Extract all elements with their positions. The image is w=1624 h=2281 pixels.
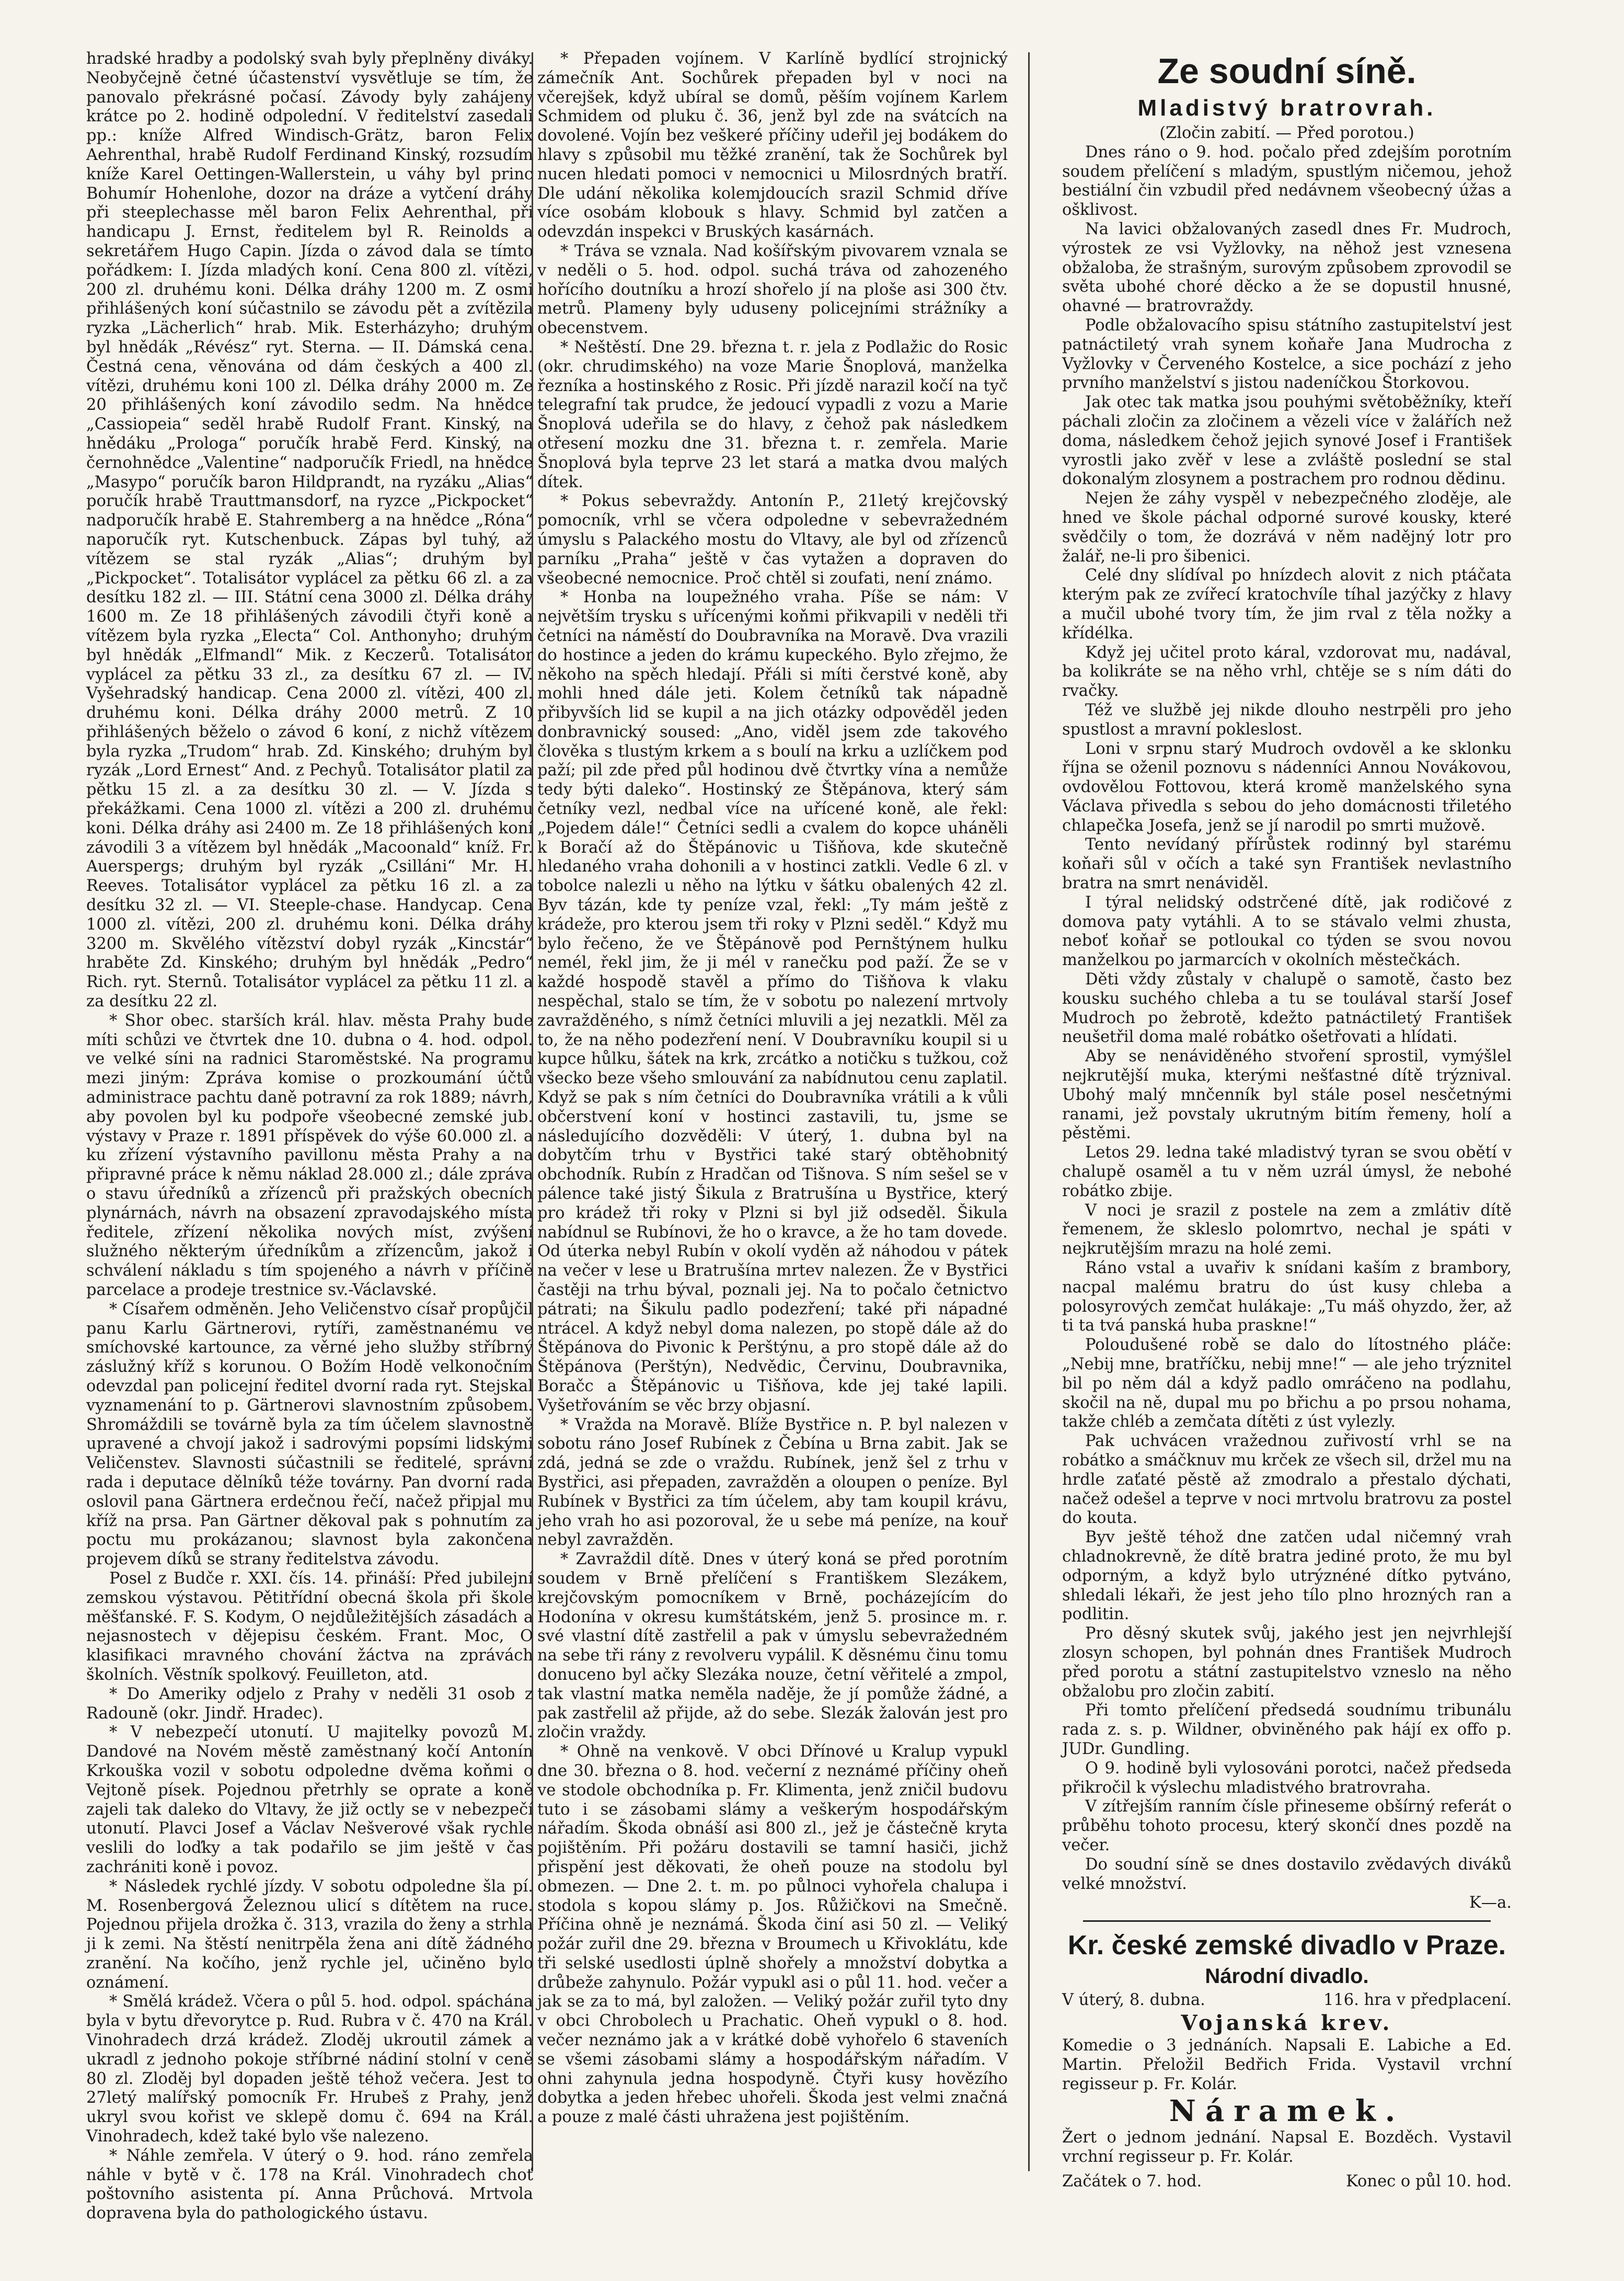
article-to-america: * Do Ameriky odjelo z Prahy v neděli 31 osob z Radouně (okr. Jindř. Hradec). [86, 1684, 533, 1723]
article-country-fires: * Ohně na venkově. V obci Dřínové u Kralup vypukl dne 30. března o 8. hod. večerní z neznámé příčiny oheň ve stodole obchodníka p. Fr. Klimenta, jenž zničil budovu tuto i se zásobami slámy a veškerým hospodářským nářadím. Škoda obnáší asi 800 zl., jež je částečně kryta pojištěním. Při požáru dostavili se tamní hasiči, jichž přispění jest děkovati, že oheň pouze na stodolu byl obmezen. — Dne 2. t. m. po půlnoci vyhořela chalupa i stodola s kopou slámy p. Jos. Růžičkovi na Smečně. Příčina ohně je neznámá. Škoda činí asi 50 zl. — Veliký požár zuřil dne 29. března v Broumech u Křivoklátu, kde tři selské usedlosti úplně shořely a množství dobytka a drůbeže zahynulo. Požár vypukl asi o půl 11. hod. večer a jak se za to má, byl založen. — Veliký požár zuřil tyto dny v obci Chrobolech u Prachatic. Oheň vypukl o 8. hod. večer neznámo jak a v krátké době vyhořelo 6 staveních se všemi zásobami slámy a hospodářským nářadím. V ohni zahynula jedna hospodyně. Čtyři kusy hovězího dobytka a jeden hřebec uhořeli. Škoda jest velmi značná a pouze z malé části uhražena jest pojištěním. [537, 1743, 1008, 2127]
play-title: Vojanská krev. [1181, 2010, 1393, 2035]
column-divider [1028, 52, 1030, 2171]
performance-date: V úterý, 8. dubna. [1062, 1991, 1205, 2010]
court-section-title: Ze soudní síně. [1157, 51, 1416, 91]
paragraph: Loni v srpnu starý Mudroch ovdověl a ke sklonku října se oženil poznovu s nádenníci Annou Novákovou, ovdovělou Fottovou, která kromě manželského syna Václava přivedla s sebou do jeho domácnosti třiletého chlapečka Josefa, jenž se jí narodil po smrti mužově. [1062, 739, 1512, 835]
article-soldier-attack: * Přepaden vojínem. V Karlíně bydlící strojnický zámečník Ant. Sochůrek přepaden byl v noci na včerejšek, když ubíral se domů, pěším vojínem Karlem Schmidem od pluku č. 36, jenž byl zde na svátcích na dovolené. Vojín bez veškeré příčiny udeřil jej bodákem do hlavy s způsobil mu těžké zranění, tak že Sochůrek byl nucen hledati pomoci v nemocnici u Milosrdných bratří. Dle udání několika kolemjdoucích srazil Schmid dříve více osobám klobouk s hlavy. Schmid byl zatčen a odevzdán inspekci v Bruských kasárnách. [537, 50, 1008, 242]
theatre-title: Kr. české zemské divadlo v Praze. [1067, 1930, 1506, 1961]
paragraph: Celé dny slídíval po hnízdech alovit z nich ptáčata kterým pak ze zvířecí kratochvíle tíhal jazýčky z hlavy a mučil ubohé tvory tím, že jim rval z těla nožky a křídélka. [1062, 566, 1512, 643]
article-murderer-hunt: * Honba na loupežného vraha. Píše se nám: V největším trysku s uřícenými koňmi přikvapili v neděli tři četníci na náměstí do Doubravníka na Moravě. Dva vrazili do hostince a jeden do krámu kupeckého. Bylo zřejmo, že někoho na spěch hledají. Přáli si míti čerstvé koně, aby mohli hned dále jeti. Kolem četníků tak nápadně přibyvších lid se kupil a na jich otázky odpověděl jeden donbravnický soused: „Ano, viděl jsem zde takového člověka s tlustým krkem a s boulí na krku a uzlíčkem pod paží; pil zde před půl hodinou dvě čtvrtky vína a nemůže tedy býti daleko“. Hostinský ze Štěpánova, který sám četníky vezl, nedbal více na uřícené koně, ale řekl: „Pojedem dále!“ Četníci sedli a cvalem do kopce uháněli k Boračí až do Štěpánovic u Tišňova, kde skutečně hledaného vraha dohonili a v hostinci zatkli. Vedle 6 zl. v tobolce nalezli u něho na lýtku v šátku obalených 42 zl. Byv tázán, kde ty peníze vzal, řekl: „Ty mám ještě z krádeže, pro kterou jsem tři roky v Plzni seděl.“ Když mu bylo řečeno, že ve Štěpánově pod Pernštýnem hulku nemél, řekl jim, že ji mél v ranečku pod paží. Že se v každé hospodě stavěl a přímo do Tišňova k vlaku nespěchal, stalo se tím, že v sobotu po nalezení mrtvoly zavražděného, s nímž četníci mluvili a jej nezatkli. Měl za to, že na něho podezření není. V Doubravníku koupil si u kupce hůlku, šátek na krk, zrcátko a notičku s tužkou, což všecko beze všeho smlouvání za nabídnutou cenu zaplatil. Když se pak s ním četníci do Doubravníka vrátili a k vůli občerstvení koní v hostinci zastavili, tu, jsme se následujícího dozvěděli: V úterý, 1. dubna byl na dobytčím trhu v Bystřici také starý obtěhobnitý obchodník. Rubín z Hradčan od Tišnova. S ním sešel se v pálence také jistý Šikula z Bratrušína u Bystřice, který pro krádež tři roky v Plzni si byl již odseděl. Šikula nabídnul se Rubínovi, že ho o kravce, a že ho tam dovede. Od úterka nebyl Rubín v okolí vyděn až náhodou v pátek na večer v lese u Bratrušína mrtev nalezen. Že v Bystřici častěji na trhu býval, poznali jej. Na to počalo četnictvo pátrati; na Šikulu padlo podezření; také při nápadné ntrácel. A když nebyl doma nalezen, po stopě dále až do Štěpánova do Pivonic k Perštýnu, a pro stopě dále až do Štěpánova (Perštýn), Nedvědic, Červinu, Doubravnika, Boračc a Štěpánovic u Tišňova, kde jej také lapili. Vyšetřováním se věc brzy objasní. [537, 588, 1008, 1415]
middle-column [537, 50, 1008, 2171]
paragraph: Nejen že záhy vyspěl v nebezpečného zloděje, ale hned ve škole páchal odporné surové kousky, které svědčily o tom, že dozrává v něm nadějný lotr pro žalář, ne-li pro šibenici. [1062, 489, 1512, 566]
court-article-note: (Zločin zabití. — Před porotou.) [1159, 124, 1414, 142]
paragraph: Na lavici obžalovaných zasedl dnes Fr. Mudroch, výrostek ze vsi Vyžlovky, na něhož jest vznesena obžaloba, že strašným, surovým způsobem zprovodil se světa ubohé choré děcko a že se dopustil hnusné, ohavné — bratrovraždy. [1062, 220, 1512, 316]
article-drowning-danger: * V nebezpečí utonutí. U majitelky povozů M. Dandové na Novém městě zaměstnaný kočí Antonín Krkouška vozil v sobotu odpoledne dvěma koňmi o Vejtoně písek. Pojednou přetrhly se oprate a koně zajeli tak daleko do Vltavy, že již octly se v nebezpečí utonutí. Plavci Josef a Václav Nešverové však rychle veslili do loďky a tak podařilo se jim ještě v čas zachrániti koně i povoz. [86, 1723, 533, 1876]
theatre-subtitle: Národní divadlo. [1205, 1965, 1369, 1988]
paragraph: Děti vždy zůstaly v chalupě o samotě, často bez kousku suchého chleba a tu se toulával starší Josef Mudroch po žebrotě, kdežto patnáctiletý František neušetřil doma malé robátko ošetřovati a hlídati. [1062, 970, 1512, 1047]
article-child-murder: * Zavraždil dítě. Dnes v úterý koná se před porotním soudem v Brně přelíčení s Františkem Slezákem, krejčovským pomocníkem v Brně, pocházejícím do Hodonína v okresu kumštátském, jenž 5. prosince m. r. své vlastní dítě zastřelil a pak v úmyslu sebevražedném na sebe tři rány z revolveru vypálil. K děsnému činu tomu donuceno byl ačky Slezáka nouze, četní věřitelé a zmpol, tak vlastní matka neměla naděje, že jí pomůže žádné, a pak zastřelil až přijde, až do sebe. Slezák žalován jest pro zločin vraždy. [537, 1550, 1008, 1742]
article-bold-theft: * Smělá krádež. Včera o půl 5. hod. odpol. spáchána byla v bytu dřevorytce p. Rud. Rubra v č. 470 na Král. Vinohradech drzá krádež. Zloděj ukroutil zámek a ukradl z jednoho pokoje stříbrné nádiní stolní v ceně 80 zl. Zloděj byl dopaden ještě téhož večera. Jest to 27letý malířský pomocník Fr. Hrubeš z Prahy, jenž ukryl svou kořist ve sklepě domu č. 694 na Král. Vinohradech, kdež také bylo vše nalezeno. [86, 1992, 533, 2146]
paragraph: V noci je srazil z postele na zem a zmlátiv dítě řemenem, že skleslo polomrtvo, nechal je spáti v nejkrutějším mrazu na holé zemi. [1062, 1201, 1512, 1258]
play-description: Žert o jednom jednání. Napsal E. Bozděch. Vystavil vrchní regisseur p. Fr. Kolár. [1062, 2128, 1512, 2167]
paragraph: Pak uchvácen vražednou zuřivostí vrhl se na robátko a smáčknuv mu krček ze všech sil, držel mu na hrdle zaťaté pěstě až zmodralo a přestalo dýchati, načež odešel a teprve v noci mrtvolu bratrovu za postel do kouta. [1062, 1432, 1512, 1528]
paragraph: Podle obžalovacího spisu státního zastupitelství jest patnáctiletý vrah synem koňaře Jana Mudrocha z Vyžlovky v Červeného Kostelce, a sice pochází z jeho prvního manželství s jistou nadeníčkou Štorkovou. [1062, 316, 1512, 393]
paragraph: Byv ještě téhož dne zatčen udal ničemný vrah chladnokrevně, že dítě bratra jediné proto, že mu byl odporným, a když bylo utrýznéné dítko pytváno, shledali lékaři, že jest jeho tílo plno hrozných ran a podlitin. [1062, 1528, 1512, 1624]
article-posel-z-budce: Posel z Budče r. XXI. čís. 14. přináší: Před jubilejní zemskou výstavou. Pětitřídní obecná škola při škole měšťanské. F. S. Kodym, O nejdůležitějších zásadách a nejasnostech v dějepisu českém. Frant. Moc, O klasifikaci mravného chování žáctva na zprávách školních. Věstník spolkový. Feuilleton, atd. [86, 1569, 533, 1684]
paragraph: Dnes ráno o 9. hod. počalo před zdejším porotním soudem přelíčení s mladým, spustlým ničemou, jehož bestiální čin vzbudil před nedávnem všeobecný úžas a ošklivost. [1062, 143, 1512, 220]
paragraph: Poloudušené robě se dalo do lítostného pláče: „Nebij mne, bratříčku, nebij mne!“ — ale jeho trýznitel bil po něm dál a když padlo omráčeno na podlahu, skočil na ně, dupal mu po břichu a po prsou nohama, takže chléb a zemčata dítěti z úst vylezly. [1062, 1336, 1512, 1431]
left-column [86, 50, 533, 2223]
paragraph: Aby se nenáviděného stvoření sprostil, vymýšlel nejkrutější muka, kterými nešťastné dítě trýznival. Ubohý malý mnčenník byl stále posel nesčetnými ranami, jež povstaly ukrutným bitím řemeny, holí a pěstěmi. [1062, 1047, 1512, 1143]
article-horse-races-cont: hradské hradby a podolský svah byly přeplněny diváky. Neobyčejně četné účastenství vysvětluje se tím, že panovalo překrásné počasí. Závody byly zahájeny krátce po 2. hodině odpolední. V ředitelství zasedali pp.: kníže Alfred Windisch-Grätz, baron Felix Aehrenthal, hrabě Rudolf Ferdinand Kinský, rozsudím kníže Karel Oettingen-Wallerstein, u váhy byl princ Bohumír Hohenlohe, dozor na dráze a vytčení dráhy při steeplechasse měl baron Felix Aehrenthal, při handicapu J. Ernst, ředitelem byl R. Reinolds a sekretářem Hugo Capin. Jízda o závod dala se tímto pořádkem: I. Jízda mladých koní. Cena 800 zl. vítězi, 200 zl. druhému koni. Délka dráhy 1200 m. Z osmi přihlášených koní súčastnilo se závodu pět a zvítězila ryzka „Lächerlich“ hrab. Mik. Esterházyho; druhým byl hnědák „Révész“ ryt. Sterna. — II. Dámská cena. Čestná cena, věnována od dám českých a 400 zl. vítězi, druhému koni 100 zl. Délka dráhy 2000 m. Ze 20 přihlášených koní závodilo sedm. Na hnědce „Cassiopeia“ seděl hrabě Rudolf Frant. Kinský, na hnědáku „Prologa“ poručík hrabě Ferd. Kinský, na černohnědce „Valentine“ nadporučík Friedl, na hnědce „Masypo“ poručík baron Hildprandt, na ryzáku „Alias“ poručík hrabě Trauttmansdorf, na ryzce „Pickpocket“ nadporučík hrabě E. Stahremberg a na hnědce „Róna“ naporučík ryt. Kutschenbuck. Zápas byl tuhý, až vítězem se stal ryzák „Alias“; druhým byl „Pickpocket“. Totalisátor vyplácel za pětku 66 zl. a za desítku 182 zl. — III. Státní cena 3000 zl. Délka dráhy 1600 m. Ze 18 přihlášených závodili čtyři koně a vítězem byla ryzka „Electa“ Col. Anthonyho; druhým byl hnědák „Elfmandl“ Mik. z Keczerů. Totalisátor vyplácel za pětku 33 zl., za desítku 67 zl. — IV. Vyšehradský handicap. Cena 2000 zl. vítězi, 400 zl. druhému koni. Délka dráhy 2000 metrů. Z 10 přihlášených běželo o závod 6 koní, z nichž vítězem byla ryzka „Trudom“ hrab. Zd. Kinského; druhým byl ryzák „Lord Ernest“ And. z Pechyů. Totalisátor platil za pětku 15 zl. a za desítku 30 zl. — V. Jízda s překážkami. Cena 1000 zl. vítězi a 200 zl. druhému koni. Délka dráhy asi 2400 m. Ze 18 přihlášených koní závodili 3 a vítězem byl hnědák „Macoonald“ kníž. Fr. Auerspergs; druhým byl ryzák „Csilláni“ Mr. H. Reeves. Totalisátor vyplácel za pětku 16 zl. a za desítku 32 zl. — VI. Steeple-chase. Handycap. Cena 1000 zl. vítězi, 200 zl. druhému koni. Délka dráhy 3200 m. Skvělého vítězství dobyl ryzák „Kincstár“ hraběte Zd. Kinského; druhým byl hnědák „Pedro“ Rich. ryt. Sternů. Totalisátor vyplácel za pětku 11 zl. a za desítku 22 zl. [86, 50, 533, 1011]
court-article-body [1062, 143, 1512, 1913]
start-time: Začátek o 7. hod. [1062, 2172, 1202, 2191]
paragraph: Letos 29. ledna také mladistvý tyran se svou obětí v chalupě osaměl a tu v něm uzrál úmysl, že nebohé robátko zbije. [1062, 1143, 1512, 1200]
court-article-title: Mladistvý bratrovrah. [1137, 95, 1436, 121]
paragraph: Tento nevídaný přírůstek rodinný byl starému koňaři sůl v očích a také syn František nevlastního bratra na smrt nenáviděl. [1062, 835, 1512, 893]
play-title: Náramek. [1169, 2094, 1405, 2129]
article-murder-moravia: * Vražda na Moravě. Blíže Bystřice n. P. byl nalezen v sobotu ráno Josef Rubínek z Čebína u Brna zabit. Jak se zdá, jedná se zde o vraždu. Rubínek, jenž šel z trhu v Bystřici, asi přepaden, zavražděn a oloupen o peníze. Byl Rubínek v Bystřici za tím účelem, aby tam koupil krávu, jeho vrah ho asi pozoroval, že u sebe má peníze, na kouř nebyl zavražděn. [537, 1415, 1008, 1550]
article-suicide-attempt: * Pokus sebevraždy. Antonín P., 21letý krejčovský pomocník, vrhl se včera odpoledne v sebevražedném úmyslu s Palackého mostu do Vltavy, ale byl od zřízenců parníku „Praha“ ještě v čas vytažen a dopraven do všeobecné nemocnice. Proč chtěl si zoufati, není známo. [537, 492, 1008, 588]
paragraph: Pro děsný skutek svůj, jakého jest jen nejvrhlejší zlosyn schopen, byl pohnán dnes František Mudroch před porotu a státní zastupitelstvo vzneslo na něho obžalobu pro zločin zabití. [1062, 1624, 1512, 1701]
paragraph: Jak otec tak matka jsou pouhými světoběžníky, kteří páchali zločin za zločinem a vězeli více v žalářích než doma, následkem čehož jejich synové Josef i František vyrostli jako zvěř v lese a zvláště poslední se stal dokonalým zlosynem a postrachem pro rodnou dědinu. [1062, 393, 1512, 489]
article-city-council: * Shor obec. starších král. hlav. města Prahy bude míti schůzi ve čtvrtek dne 10. dubna o 4. hod. odpol. ve velké síni na radnici Staroměstské. Na programu mezi jiným: Zpráva komise o prozkoumání účtů administrace pachtu daně potravní za rok 1889; návrh, aby povolen byl ku podpoře všeobecné zemské jub. výstavy v Praze r. 1891 příspěvek do výše 60.000 zl. a ku zřízení výstavního pavillonu města Prahy a na připravné práce k němu náklad 28.000 zl.; dále zpráva o stavu úředníků a zřízenců při pražských obecních plynárnách, návrh na obsazení zpravodajského místa ředitele, zřízení několika nových míst, zvýšení služného některým úředníkům a zřízencům, jakož i schválení nákladu s tím spojeného a návrh v příčině parcelace a prodeje trestnice sv.-Václavské. [86, 1011, 533, 1299]
performance-date-row [1062, 1991, 1512, 2010]
paragraph: Když jej učitel proto káral, vzdorovat mu, nadával, ba kolikráte se na něho vrhl, chtěje se s ním dáti do rvačky. [1062, 643, 1512, 701]
theatre-listing [1062, 1929, 1512, 2192]
paragraph: Do soudní síně se dnes dostavilo zvědavých diváků velké množství. [1062, 1855, 1512, 1893]
play-description: Komedie o 3 jednáních. Napsali E. Labiche a Ed. Martin. Přeložil Bedřich Frida. Vystavil vrchní regisseur p. Fr. Kolár. [1062, 2036, 1512, 2093]
paragraph: Při tomto přelíčení předsedá soudnímu tribunálu rada z. s. p. Wildner, obviněného pak hájí ex offo p. JUDr. Gundling. [1062, 1701, 1512, 1758]
subscription-number: 116. hra v předplacení. [1323, 1991, 1512, 2010]
author-signature: K—a. [1469, 1894, 1512, 1912]
paragraph: V zítřejším ranním čísle přineseme obšírný referát o průběhu tohoto procesu, který skončí dnes pozdě na večer. [1062, 1797, 1512, 1854]
article-fast-driving: * Následek rychlé jízdy. V sobotu odpoledne šla pí. M. Rosenbergová Železnou ulicí s dítětem na ruce. Pojednou přijela drožka č. 313, vrazila do ženy a strhla ji k zemi. Na štěstí nenitrpěla žena ani dítě žádného zranění. Na kočího, jenž rychle jel, učiněno bylo oznámení. [86, 1877, 533, 1992]
section-divider [1083, 1920, 1491, 1922]
right-column [1062, 50, 1512, 2191]
end-time: Konec o půl 10. hod. [1346, 2172, 1512, 2191]
article-emperor-award: * Císařem odměněn. Jeho Veličenstvo císař propůjčil panu Karlu Gärtnerovi, rytíři, zaměstnanému ve smíchovské kartounce, za věrné jeho služby stříbrný záslužný kříž s korunou. O Božím Hodě velkonočním odevzdal pan policejní ředitel dvorní rada ryt. Stejskal vyznamenání to p. Gärtnerovi slavnostním způsobem. Shromáždili se továrně byla za tím účelem slavnostně upravené a chvojí jakož i sadrovými popsími lidskými Veličenstev. Slavnosti súčastnili se ředitelé, správní rada i deputace dělníků téže továrny. Pan dvorní rada oslovil pana Gärtnera erdečnou řečí, načež připjal mu kříž na prsa. Pan Gärtner děkoval pak s pohnutím za poctu mu prokázanou; slavnost byla zakončena projevem díků se strany ředitelstva závodu. [86, 1300, 533, 1569]
performance-time-row [1062, 2172, 1512, 2192]
paragraph: Ráno vstal a uvařiv k snídani kaším z brambory, nacpal malému bratru do úst kusy chleba a polosyrových zemčat hulákaje: „Tu máš ohyzdo, žer, až ti ta tvá panská huba praskne!“ [1062, 1259, 1512, 1335]
paragraph: O 9. hodině byli vylosováni porotci, načež předseda přikročil k výslechu mladistvého bratrovraha. [1062, 1759, 1512, 1797]
article-sudden-death: * Náhle zemřela. V úterý o 9. hod. ráno zemřela náhle v bytě v č. 178 na Král. Vinohradech choť poštovního asistenta pí. Anna Průchová. Mrtvola dopravena byla do pathologického ústavu. [86, 2146, 533, 2223]
paragraph: I týral nelidský odstrčené dítě, jak rodičové z domova paty vytáhli. A to se stávalo velmi zhusta, neboť koňař se potloukal co týden se svou novou manželkou po jarmarcích v okolních městečkách. [1062, 893, 1512, 970]
article-accident: * Neštěstí. Dne 29. března t. r. jela z Podlažic do Rosic (okr. chrudimského) na voze Marie Šnoplová, manželka řezníka a hostinského z Rosic. Při jízdě narazil kočí na tyč telegrafní tak prudce, že jedoucí vypadli z vozu a Marie Šnoplová udeřila se do hlavy, z čehož pak následkem otřesení mozku dne 31. března t. r. zemřela. Marie Šnoplová byla teprve 23 let stará a matka dvou malých dítek. [537, 338, 1008, 491]
article-grass-fire: * Tráva se vznala. Nad košířským pivovarem vznala se v neděli o 5. hod. odpol. suchá tráva od zahozeného hořícího doutníku a hrozí shořelo jí na ploše asi 300 čtv. metrů. Plameny byly uduseny policejními strážníky a obecenstvem. [537, 242, 1008, 338]
paragraph: Též ve službě jej nikde dlouho nestrpěli pro jeho spustlost a mravní pokleslost. [1062, 701, 1512, 739]
